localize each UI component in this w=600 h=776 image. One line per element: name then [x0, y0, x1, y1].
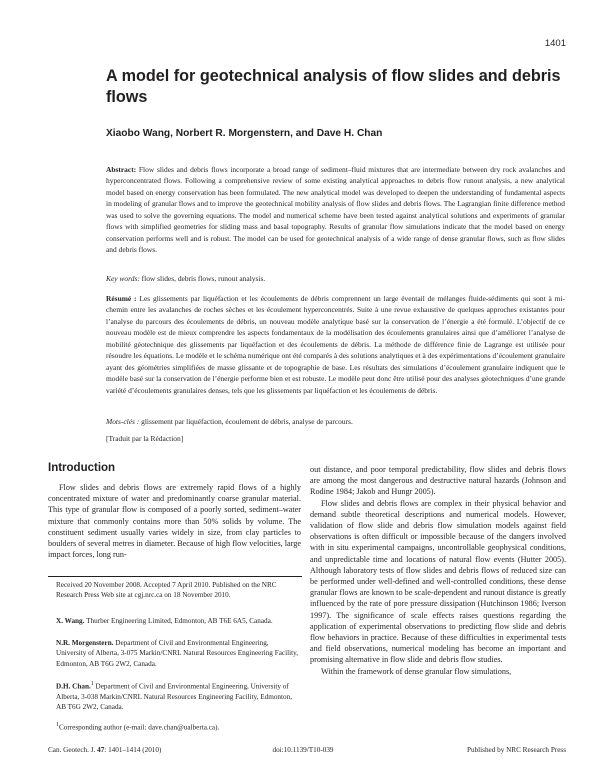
translation-note: [Traduit par la Rédaction]	[106, 434, 184, 443]
body-paragraph: out distance, and poor temporal predictability, flow slides and debris flows are among the most dangerous and destructive natural hazards (Johnson and Rodine 1984; Jakob and Hungr 2005).	[310, 465, 566, 497]
keywords-label: Key words:	[106, 274, 140, 283]
keywords	[106, 274, 565, 283]
footnote-wang	[56, 616, 298, 626]
footnote-rule	[48, 576, 302, 577]
introduction-heading: Introduction	[48, 462, 116, 474]
footnote-affiliation: Department of Civil and Environmental Engineering, University of Alberta, 3-038 Markin/CNRL Natural Resources Engineering Facility, Edmonton, AB T6G 2W2, Canada.	[56, 682, 293, 711]
footer-publisher: Published by NRC Research Press	[466, 746, 566, 754]
footnote-affiliation: Department of Civil and Environmental Engineering, University of Alberta, 3-075 Markin/CNRL Natural Resources Engineering Facility, Edmonton, AB T6G 2W2, Canada.	[56, 639, 298, 668]
abstract-label: Abstract:	[106, 165, 137, 174]
resume	[106, 293, 565, 396]
body-paragraph: Flow slides and debris flows are extremely rapid flows of a highly concentrated mixture of water and predominantly coarse granular material. This type of granular flow is composed of a poorly sorted, sediment–water mixture that commonly contains more than 50% solids by volume. The constituent sediment usually varies widely in size, from clay particles to boulders of several metres in diameter. Because of high flow velocities, large impact forces, long run-	[48, 483, 301, 560]
footer-journal: Can. Geotech. J.	[48, 746, 96, 754]
body-paragraph: Flow slides and debris flows are complex in their physical behavior and demand subtle theoretical descriptions and numerical models. However, validation of flow slide and debris flow simulation models against field observations is often difficult or impossible because of the dangers involved with in situ experimental campaigns, uncontrollable geophysical conditions, and unpredictable time and locations of natural flow events (Hutter 2005). Although laboratory tests of flow slides and debris flows of reduced size can be performed under well-defined and well-controlled conditions, these dense granular flows are known to be scale-dependent and runout distance is greatly influenced by the rate of pore pressure dissipation (Hutchinson 1986; Iverson 1997). The significance of scale effects raises questions regarding the application of experimental observations to predicting flow slide and debris flow behaviors in practice. Because of these difficulties in experimental tests and field observations, numerical modeling has become an important and promising alternative in flow slide and debris flow studies.	[310, 498, 566, 665]
footnote-author-name: N.R. Morgenstern.	[56, 639, 114, 647]
abstract-text: Flow slides and debris flows incorporate a broad range of sediment–fluid mixtures that are intermediate between dry rock avalanches and hyperconcentrated flows. Following a comprehensive review of some existing analytical approaches to debris flow runout analysis, a new analytical model based on energy conservation has been formulated. The new analytical model was developed to deepen the understanding of fundamental aspects in modeling of granular flows and to improve the geotechnical mobility analysis of flow slides and debris flows. The Lagrangian finite difference method was used to solve the governing equations. The model and numerical scheme have been tested against analytical solutions and experiments of granular flows with simplified geometries for sliding mass and basal topography. Results of granular flow simulations indicate that the model based on energy conservation performs well and is robust. The model can be used for geotechnical analysis of a wide range of dense granular flows, such as flow slides and debris flows.	[106, 165, 566, 255]
footer-doi: doi:10.1139/T10-039	[272, 746, 334, 754]
footnote-corresponding	[56, 720, 298, 733]
footer-citation	[48, 746, 161, 754]
left-column	[48, 482, 301, 560]
keywords-text: flow slides, debris flows, runout analysis.	[141, 274, 266, 283]
footnote-author-name: X. Wang.	[56, 617, 85, 625]
resume-label: Résumé :	[106, 294, 137, 303]
footnote-author-name: D.H. Chan.	[56, 682, 91, 691]
mots-cles-label: Mots-clés :	[106, 417, 140, 426]
abstract	[106, 164, 565, 256]
body-paragraph: Within the framework of dense granular flow simulations,	[321, 666, 512, 676]
footnote-marker: 1	[90, 681, 94, 687]
resume-text: Les glissements par liquéfaction et les écoulements de débris comprennent un large éventail de mélanges fluide-sédiments qui sont à mi-chemin entre les avalanches de roches sèches et les écoulement hyperconcentrés. Suite à une revue exhaustive de quelques approches existantes pour l’analyse du parcours des écoulements de débris, un nouveau modèle analytique basé sur la conservation de l’énergie a été formulé. L’objectif de ce nouveau modèle est de mieux comprendre les aspects fondamentaux de la modélisation des écoulements granulaires ainsi que d’améliorer l’analyse de mobilité géotechnique des glissements par liquéfaction et des écoulements de débris. La méthode de différence finie de Lagrange est utilisée pour résoudre les équations. Le modèle et le schéma numérique ont été comparés à des solutions analytiques et à des expérimentations d’écoulement granulaire ayant des géométries simplifiées de masse glissante et de topographie de base. Les résultats des simulations d’écoulement granulaire indiquent que le modèle basé sur la conservation de l’énergie performe bien et est robuste. Le modèle peut donc être utilisé pour des analyses géotechniques d’une grande variété d’écoulements granulaires denses, tels que les glissements par liquéfaction et les écoulements de débris.	[106, 294, 566, 395]
footnote-affiliation: Thurber Engineering Limited, Edmonton, AB T6E 6A5, Canada.	[86, 617, 273, 625]
right-column	[310, 464, 566, 677]
footnote-morgenstern	[56, 638, 298, 669]
author-list: Xiaobo Wang, Norbert R. Morgenstern, and Dave H. Chan	[106, 128, 383, 139]
footnote-marker: 1	[56, 722, 59, 728]
mots-cles-text: glissement par liquéfaction, écoulement de débris, analyse de parcours.	[141, 417, 353, 426]
footer-volume: 47	[97, 746, 105, 754]
corresponding-author-text: Corresponding author (e-mail: dave.chan@ualberta.ca).	[59, 723, 220, 732]
footer-pages: : 1401–1414 (2010)	[104, 746, 162, 754]
mots-cles	[106, 417, 565, 426]
footnote-received: Received 20 November 2008. Accepted 7 April 2010. Published on the NRC Research Press Web site at cgj.nrc.ca on 18 November 2010.	[56, 581, 277, 600]
footnote-chan	[56, 679, 298, 712]
article-title: A model for geotechnical analysis of flow slides and debris flows	[106, 67, 561, 106]
page-number: 1401	[544, 38, 566, 49]
